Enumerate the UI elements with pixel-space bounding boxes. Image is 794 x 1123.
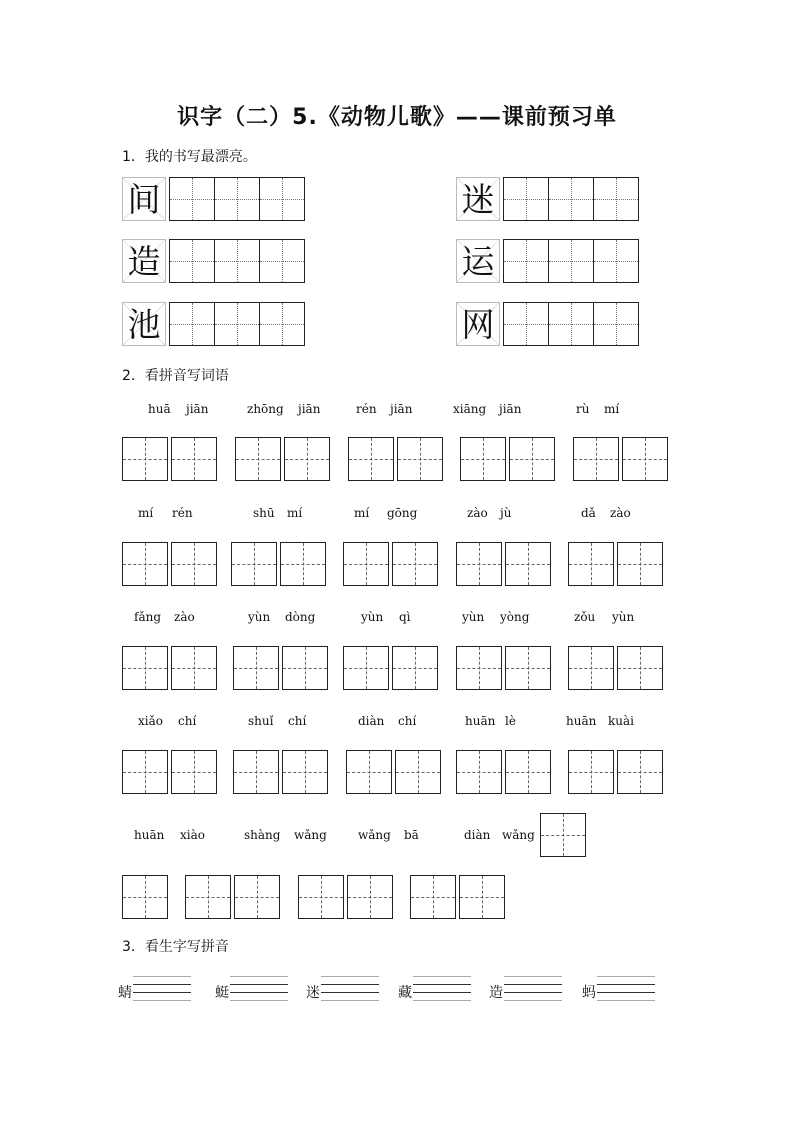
practice-cell[interactable] [170,240,215,282]
pinyin-syllable: gōng [387,506,418,520]
tianzige-cell[interactable] [185,875,231,919]
pinyin-syllable: huā [148,402,171,416]
pinyin-syllable: wǎng [358,828,391,842]
pinyin-syllable: lè [505,714,516,728]
model-character: 池 [127,305,161,344]
pinyin-syllable: huān [566,714,597,728]
pinyin-syllable: yùn [612,610,635,624]
pinyin-syllable: jiān [499,402,522,416]
tianzige-cell[interactable] [505,750,551,794]
q1-writing-row [122,177,305,221]
word-writing-boxes [346,750,441,794]
pinyin-writing-item [306,976,379,1000]
tianzige-cell[interactable] [397,437,443,481]
pinyin-syllable: qì [399,610,411,624]
practice-boxes [169,302,305,346]
q1-writing-row [122,239,305,283]
tianzige-cell[interactable] [347,875,393,919]
practice-boxes [503,239,639,283]
word-writing-boxes [235,437,330,481]
practice-cell[interactable] [594,240,639,282]
tianzige-cell[interactable] [171,750,217,794]
practice-cell[interactable] [260,240,305,282]
tianzige-cell[interactable] [573,437,619,481]
tianzige-cell[interactable] [122,875,168,919]
new-character: 蜓 [215,985,229,1001]
word-writing-boxes [122,646,217,690]
pinyin-syllable: zào [174,610,195,624]
tianzige-cell[interactable] [231,542,277,586]
page-title: 识字（二）5.《动物儿歌》——课前预习单 [177,105,617,130]
tianzige-cell[interactable] [343,646,389,690]
pinyin-syllable: mí [287,506,303,520]
practice-cell[interactable] [215,240,260,282]
tianzige-cell[interactable] [509,437,555,481]
tianzige-cell[interactable] [568,646,614,690]
pinyin-syllable: yùn [248,610,271,624]
word-writing-boxes [348,437,443,481]
practice-cell[interactable] [260,178,305,220]
pinyin-syllable: jiān [298,402,321,416]
practice-boxes [503,177,639,221]
tianzige-cell[interactable] [122,437,168,481]
word-writing-boxes [573,437,668,481]
pinyin-writing-item [489,976,562,1000]
pinyin-writing-item [118,976,191,1000]
q3-heading: 3．看生字写拼音 [122,939,229,955]
pinyin-syllable: dǎ [581,506,596,520]
practice-cell[interactable] [549,240,594,282]
tianzige-cell[interactable] [122,542,168,586]
q1-writing-row [122,302,305,346]
pinyin-syllable: shū [253,506,275,520]
practice-cell[interactable] [594,303,639,345]
practice-cell[interactable] [215,303,260,345]
practice-boxes [169,177,305,221]
pinyin-syllable: xiāng [453,402,487,416]
tianzige-cell[interactable] [568,750,614,794]
pinyin-syllable: xiào [180,828,205,842]
pinyin-syllable: mí [354,506,370,520]
four-line-grid[interactable] [413,976,471,1000]
tianzige-cell[interactable] [456,646,502,690]
word-writing-boxes [460,437,555,481]
pinyin-syllable: chí [178,714,197,728]
pinyin-syllable: wǎng [294,828,327,842]
model-character-box [456,177,500,221]
four-line-grid[interactable] [504,976,562,1000]
pinyin-writing-item [215,976,288,1000]
pinyin-syllable: shàng [244,828,281,842]
tianzige-cell[interactable] [235,437,281,481]
practice-cell[interactable] [170,178,215,220]
tianzige-cell[interactable] [456,542,502,586]
four-line-grid[interactable] [133,976,191,1000]
tianzige-cell[interactable] [505,646,551,690]
word-writing-boxes [233,646,328,690]
tianzige-cell[interactable] [392,646,438,690]
pinyin-syllable: rén [172,506,193,520]
word-writing-boxes [298,875,393,919]
model-character-box [456,239,500,283]
word-writing-boxes [540,813,586,857]
pinyin-syllable: zào [610,506,631,520]
pinyin-writing-item [398,976,471,1000]
pinyin-syllable: yòng [500,610,530,624]
word-writing-boxes [231,542,326,586]
pinyin-syllable: jiān [186,402,209,416]
model-character: 运 [461,242,495,281]
pinyin-syllable: rù [576,402,590,416]
word-writing-boxes [456,542,551,586]
model-character: 网 [461,305,495,344]
tianzige-cell[interactable] [233,750,279,794]
tianzige-cell[interactable] [233,646,279,690]
practice-cell[interactable] [594,178,639,220]
practice-cell[interactable] [170,303,215,345]
tianzige-cell[interactable] [505,542,551,586]
model-character: 间 [127,180,161,219]
word-writing-boxes [410,875,505,919]
practice-cell[interactable] [260,303,305,345]
tianzige-cell[interactable] [617,750,663,794]
tianzige-cell[interactable] [171,542,217,586]
pinyin-syllable: yùn [361,610,384,624]
pinyin-syllable: dòng [285,610,316,624]
tianzige-cell[interactable] [456,750,502,794]
pinyin-syllable: huān [465,714,496,728]
word-writing-boxes [122,875,168,919]
new-character: 造 [489,985,503,1001]
pinyin-syllable: jù [500,506,512,520]
tianzige-cell[interactable] [568,542,614,586]
pinyin-syllable: huān [134,828,165,842]
model-character-box [122,302,166,346]
pinyin-writing-item [582,976,655,1000]
model-character-box [122,239,166,283]
pinyin-syllable: yùn [462,610,485,624]
practice-cell[interactable] [215,178,260,220]
practice-cell[interactable] [504,240,549,282]
tianzige-cell[interactable] [234,875,280,919]
tianzige-cell[interactable] [346,750,392,794]
pinyin-syllable: zhōng [247,402,284,416]
practice-cell[interactable] [504,178,549,220]
pinyin-syllable: jiān [390,402,413,416]
tianzige-cell[interactable] [284,437,330,481]
pinyin-syllable: mí [138,506,154,520]
four-line-grid[interactable] [230,976,288,1000]
tianzige-cell[interactable] [280,542,326,586]
new-character: 迷 [306,985,320,1001]
word-writing-boxes [456,646,551,690]
pinyin-syllable: chí [288,714,307,728]
new-character: 蜻 [118,985,132,1001]
model-character-box [122,177,166,221]
pinyin-syllable: kuài [608,714,634,728]
pinyin-syllable: fǎng [134,610,162,624]
model-character: 迷 [461,180,495,219]
tianzige-cell[interactable] [392,542,438,586]
word-writing-boxes [233,750,328,794]
q1-writing-row [456,302,639,346]
pinyin-syllable: diàn [358,714,385,728]
tianzige-cell[interactable] [540,813,586,857]
word-writing-boxes [122,542,217,586]
tianzige-cell[interactable] [282,750,328,794]
new-character: 藏 [398,985,412,1001]
tianzige-cell[interactable] [171,437,217,481]
word-writing-boxes [122,750,217,794]
pinyin-syllable: rén [356,402,377,416]
tianzige-cell[interactable] [459,875,505,919]
word-writing-boxes [456,750,551,794]
q2-heading: 2．看拼音写词语 [122,368,229,384]
tianzige-cell[interactable] [122,646,168,690]
tianzige-cell[interactable] [622,437,668,481]
four-line-grid[interactable] [597,976,655,1000]
tianzige-cell[interactable] [298,875,344,919]
word-writing-boxes [568,646,663,690]
pinyin-syllable: wǎng [502,828,535,842]
word-writing-boxes [343,646,438,690]
tianzige-cell[interactable] [348,437,394,481]
pinyin-syllable: diàn [464,828,491,842]
tianzige-cell[interactable] [410,875,456,919]
pinyin-syllable: zǒu [574,610,596,624]
practice-cell[interactable] [504,303,549,345]
q1-writing-row [456,177,639,221]
word-writing-boxes [568,542,663,586]
tianzige-cell[interactable] [395,750,441,794]
pinyin-syllable: chí [398,714,417,728]
tianzige-cell[interactable] [617,542,663,586]
word-writing-boxes [122,437,217,481]
q1-writing-row [456,239,639,283]
tianzige-cell[interactable] [460,437,506,481]
four-line-grid[interactable] [321,976,379,1000]
tianzige-cell[interactable] [282,646,328,690]
model-character: 造 [127,242,161,281]
pinyin-syllable: bā [404,828,419,842]
word-writing-boxes [185,875,280,919]
pinyin-syllable: xiǎo [138,714,163,728]
tianzige-cell[interactable] [122,750,168,794]
practice-cell[interactable] [549,178,594,220]
practice-boxes [169,239,305,283]
new-character: 蚂 [582,985,596,1001]
word-writing-boxes [343,542,438,586]
q1-heading: 1．我的书写最漂亮。 [122,149,257,165]
tianzige-cell[interactable] [343,542,389,586]
practice-cell[interactable] [549,303,594,345]
practice-boxes [503,302,639,346]
tianzige-cell[interactable] [617,646,663,690]
pinyin-syllable: zào [467,506,488,520]
pinyin-syllable: mí [604,402,620,416]
pinyin-syllable: shuǐ [248,714,274,728]
word-writing-boxes [568,750,663,794]
model-character-box [456,302,500,346]
tianzige-cell[interactable] [171,646,217,690]
